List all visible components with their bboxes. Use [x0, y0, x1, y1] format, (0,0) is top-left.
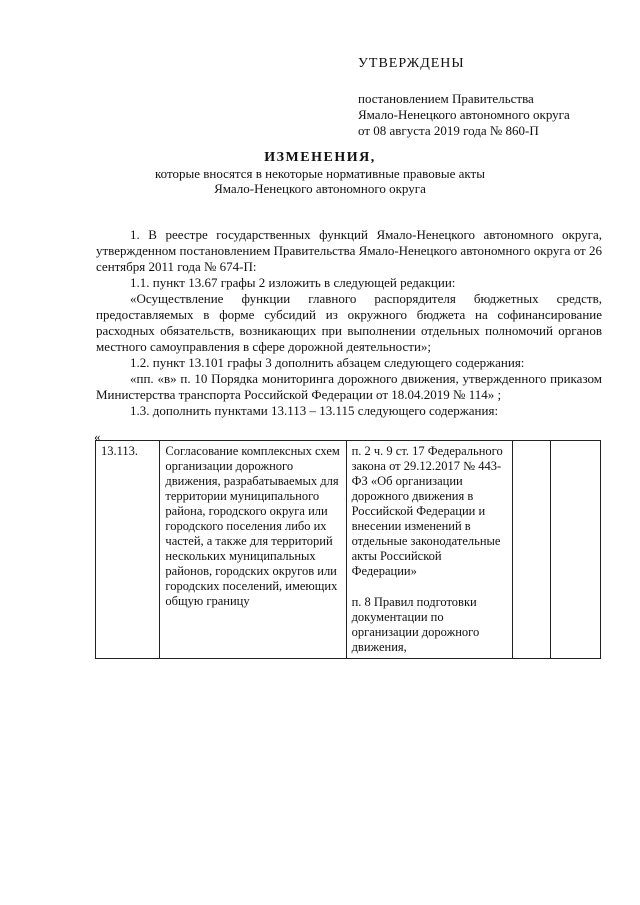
document-body: [96, 227, 602, 419]
legal-basis-text: п. 2 ч. 9 ст. 17 Федерального закона от 29.12.2017 № 443-ФЗ «Об организации дорожного движения в Российской Федерации и внесении изменений в отдельные законодательные акты Российской Федерации»: [351, 444, 503, 578]
document-subtitle: Ямало-Ненецкого автономного округа: [214, 181, 426, 196]
approval-line: от 08 августа 2019 года № 860-П: [358, 123, 539, 138]
function-name-cell: Согласование комплексных схем организации дорожного движения, разрабатываемых для территории муниципального района, городского округа или городского поселения либо их частей, а также для территорий нескольких муниципальных районов, городских округов или городских поселений, имеющих общую границу: [160, 441, 346, 659]
paragraph-1-2: 1.2. пункт 13.101 графы 3 дополнить абзацем следующего содержания:: [130, 355, 525, 370]
paragraph-1-1: 1.1. пункт 13.67 графы 2 изложить в следующей редакции:: [130, 275, 456, 290]
legal-basis-spacer: [352, 579, 508, 595]
registry-table: [95, 440, 601, 659]
opening-quote: «: [94, 429, 101, 444]
table-row: [96, 441, 601, 659]
paragraph-1-1-quote: «Осуществление функции главного распорядителя бюджетных средств, предоставляемых в форме субсидий из окружного бюджета на софинансирование расходных обязательств, возникающих при выполнении отдельных полномочий органов местного самоуправления в сфере дорожной деятельности»;: [96, 291, 602, 354]
document-subtitle: которые вносятся в некоторые нормативные правовые акты: [155, 166, 485, 181]
approval-title: УТВЕРЖДЕНЫ: [358, 56, 465, 71]
approval-stamp: [358, 56, 570, 139]
paragraph-1-2-quote: «пп. «в» п. 10 Порядка мониторинга дорожного движения, утвержденного приказом Министерства транспорта Российской Федерации от 18.04.2019 № 114» ;: [96, 371, 602, 402]
row-number-cell: 13.113.: [96, 441, 160, 659]
empty-cell: [513, 441, 551, 659]
legal-basis-cell: [346, 441, 513, 659]
approval-line: Ямало-Ненецкого автономного округа: [358, 107, 570, 122]
document-heading: [0, 150, 640, 196]
legal-basis-text: п. 8 Правил подготовки документации по организации дорожного движения,: [351, 595, 480, 654]
empty-cell: [551, 441, 601, 659]
approval-line: постановлением Правительства: [358, 91, 534, 106]
paragraph-1: 1. В реестре государственных функций Ямало-Ненецкого автономного округа, утвержденном постановлением Правительства Ямало-Ненецкого автономного округа от 26 сентября 2011 года № 674-П:: [96, 227, 602, 274]
document-title: ИЗМЕНЕНИЯ,: [264, 150, 376, 165]
paragraph-1-3: 1.3. дополнить пунктами 13.113 – 13.115 следующего содержания:: [130, 403, 499, 418]
